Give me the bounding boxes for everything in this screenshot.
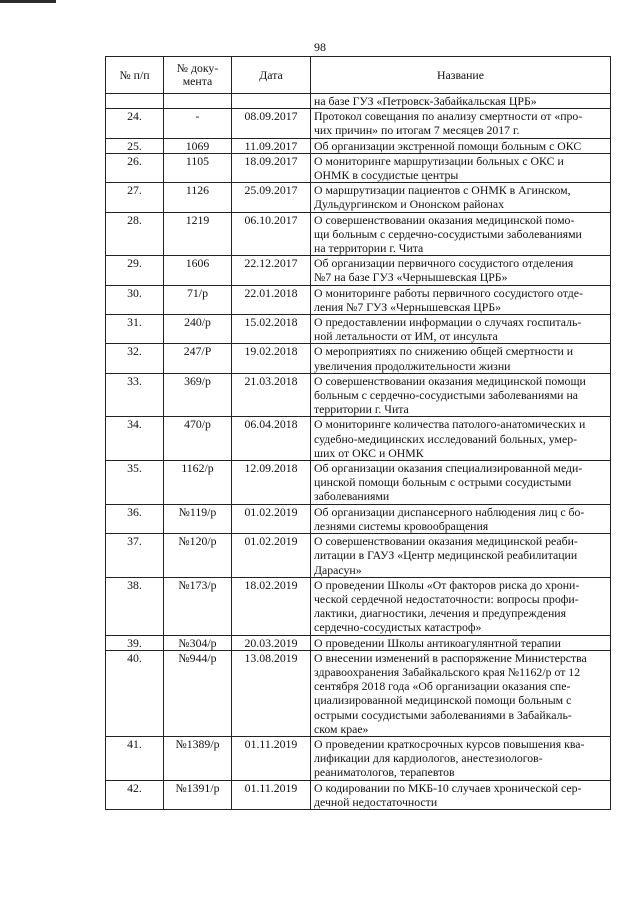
document-date: 18.09.2017 [232,153,311,182]
row-number: 40. [106,650,164,736]
title-line: №7 на базе ГУЗ «Чернышевская ЦРБ» [314,270,508,285]
header-doc-num: № доку-мента [164,57,232,94]
table-row [106,736,611,780]
document-date: 21.03.2018 [232,373,311,417]
document-title [311,577,611,635]
row-number: 36. [106,504,164,533]
document-date: 06.04.2018 [232,417,311,461]
document-number: №173/р [164,577,232,635]
document-number: 1219 [164,212,232,256]
table-row [106,94,611,109]
title-line: дечной недостаточности [314,794,438,809]
document-date: 13.08.2019 [232,650,311,736]
document-title [311,94,611,109]
title-line: увеличения продолжительности жизни [314,358,511,373]
title-line: на территории г. Чита [314,241,424,256]
document-title [311,417,611,461]
row-number: 34. [106,417,164,461]
document-title [311,315,611,344]
table-row [106,780,611,809]
row-number: 29. [106,256,164,285]
title-line: здравоохранения Забайкальского края №1162/р от 12 [314,664,581,679]
title-line: О совершенствовании оказания медицинской помощи [314,373,586,388]
document-number: 1126 [164,183,232,212]
header-date: Дата [232,57,311,94]
title-line: цинской помощи больным с острыми сосудистыми [314,475,572,490]
title-line: Об организации диспансерного наблюдения лиц с бо- [314,504,585,519]
row-number: 35. [106,461,164,505]
row-number: 28. [106,212,164,256]
document-number: - [164,109,232,138]
title-line: О проведении Школы «От факторов риска до хрони- [314,577,580,592]
table-row [106,504,611,533]
document-number [164,94,232,109]
documents-table [105,56,611,810]
title-line: Протокол совещания по анализу смертности от «про- [314,109,583,124]
document-date: 15.02.2018 [232,315,311,344]
document-date: 11.09.2017 [232,138,311,153]
document-title [311,373,611,417]
table-row [106,635,611,650]
title-line: О мониторинге количества патолого-анатомических и [314,417,586,432]
document-date: 22.12.2017 [232,256,311,285]
document-number: 470/р [164,417,232,461]
table-row [106,417,611,461]
table-row [106,256,611,285]
title-line: циализированной медицинской помощи больным с [314,693,572,708]
document-number: №944/р [164,650,232,736]
title-line: Об организации оказания специализированной меди- [314,461,583,476]
document-number: 1606 [164,256,232,285]
title-line: О предоставлении информации о случаях госпиталь- [314,315,582,330]
document-date: 18.02.2019 [232,577,311,635]
title-line: на базе ГУЗ «Петровск-Забайкальская ЦРБ» [314,94,537,108]
title-line: О кодировании по МКБ-10 случаев хронической сер- [314,780,582,795]
header-num: № п/п [106,57,164,94]
title-line: О маршрутизации пациентов с ОНМК в Агинском, [314,183,571,198]
title-line: судебно-медицинских исследований больных, умер- [314,431,578,446]
table-row [106,285,611,314]
table-row [106,138,611,153]
document-number: №1389/р [164,736,232,780]
document-date: 01.11.2019 [232,780,311,809]
document-number: №1391/р [164,780,232,809]
title-line: О совершенствовании оказания медицинской реаби- [314,534,578,549]
title-line: чих причин» по итогам 7 месяцев 2017 г. [314,123,520,138]
row-number: 27. [106,183,164,212]
title-line: лезнями системы кровообращения [314,518,489,533]
table-row [106,315,611,344]
table-row [106,577,611,635]
document-date: 20.03.2019 [232,635,311,650]
title-line: О мониторинге работы первичного сосудистого отде- [314,285,583,300]
header-title: Название [311,57,611,94]
row-number: 42. [106,780,164,809]
document-title [311,650,611,736]
document-date: 01.02.2019 [232,534,311,578]
table-row [106,650,611,736]
title-line: ших от ОКС и ОНМК [314,445,424,460]
row-number: 31. [106,315,164,344]
title-line: О проведении Школы антикоагулянтной терапии [314,635,561,650]
title-line: О мероприятиях по снижению общей смертности и [314,344,574,359]
title-line: территории г. Чита [314,402,409,417]
document-title [311,635,611,650]
title-line: ческой сердечной недостаточности: вопросы профи- [314,591,579,606]
table-row [106,183,611,212]
title-line: острыми сосудистыми заболеваниями в Забайкаль- [314,707,572,722]
table-row [106,461,611,505]
table-row [106,534,611,578]
row-number: 37. [106,534,164,578]
row-number: 33. [106,373,164,417]
title-line: Об организации первичного сосудистого отделения [314,256,574,271]
document-number: 71/р [164,285,232,314]
title-line: О внесении изменений в распоряжение Министерства [314,650,587,665]
row-number: 41. [106,736,164,780]
document-date [232,94,311,109]
document-title [311,183,611,212]
title-line: О проведении краткосрочных курсов повышения ква- [314,736,585,751]
document-number: 240/р [164,315,232,344]
title-line: сердечно-сосудистых катастроф» [314,620,482,635]
document-number: №119/р [164,504,232,533]
document-title [311,138,611,153]
table-body [106,94,611,810]
document-title [311,153,611,182]
document-title [311,285,611,314]
document-title [311,212,611,256]
document-number: 1105 [164,153,232,182]
document-date: 19.02.2018 [232,344,311,373]
title-line: лактики, диагностики, лечения и предупреждения [314,606,566,621]
table-row [106,153,611,182]
row-number: 32. [106,344,164,373]
title-line: больным с сердечно-сосудистыми заболеваниями на [314,388,578,403]
title-line: реаниматологов, терапевтов [314,765,455,780]
document-title [311,736,611,780]
page-number: 98 [314,40,326,54]
document-title [311,256,611,285]
title-line: Дульдургинском и Ононском районах [314,197,504,212]
title-line: Об организации экстренной помощи больным с ОКС [314,138,582,153]
document-date: 25.09.2017 [232,183,311,212]
title-line: ОНМК в сосудистые центры [314,168,459,183]
title-line: сентября 2018 года «Об организации оказания спе- [314,679,571,694]
title-line: ной летальности от ИМ, от инсульта [314,329,498,344]
top-edge-bar [0,0,56,3]
row-number: 24. [106,109,164,138]
title-line: Дарасун» [314,562,362,577]
document-title [311,780,611,809]
document-number: 369/р [164,373,232,417]
title-line: заболеваниями [314,489,390,504]
table-row [106,373,611,417]
document-number: 1162/р [164,461,232,505]
row-number: 30. [106,285,164,314]
table-header-row [106,57,611,94]
table-row [106,212,611,256]
document-title [311,534,611,578]
document-date: 12.09.2018 [232,461,311,505]
document-date: 06.10.2017 [232,212,311,256]
title-line: щи больным с сердечно-сосудистыми заболеваниями [314,226,582,241]
title-line: О совершенствовании оказания медицинской помо- [314,212,575,227]
document-number: 247/Р [164,344,232,373]
title-line: О мониторинге маршрутизации больных с ОКС и [314,153,564,168]
document-title [311,344,611,373]
title-line: литации в ГАУЗ «Центр медицинской реабилитации [314,548,578,563]
document-date: 22.01.2018 [232,285,311,314]
document-date: 08.09.2017 [232,109,311,138]
row-number: 39. [106,635,164,650]
document-title [311,109,611,138]
document-number: №304/р [164,635,232,650]
row-number [106,94,164,109]
row-number: 38. [106,577,164,635]
table-row [106,109,611,138]
document-date: 01.02.2019 [232,504,311,533]
document-title [311,504,611,533]
title-line: лификации для кардиологов, анестезиологов- [314,751,543,766]
title-line: ском крае» [314,721,369,736]
document-date: 01.11.2019 [232,736,311,780]
row-number: 26. [106,153,164,182]
row-number: 25. [106,138,164,153]
table-row [106,344,611,373]
document-number: №120/р [164,534,232,578]
document-title [311,461,611,505]
document-number: 1069 [164,138,232,153]
title-line: ления №7 ГУЗ «Чернышевская ЦРБ» [314,299,502,314]
